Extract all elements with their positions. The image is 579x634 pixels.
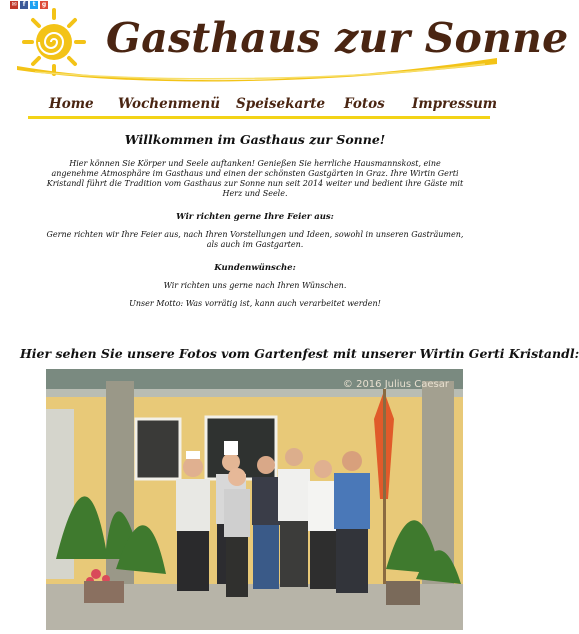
garden-party-photo[interactable] bbox=[46, 369, 463, 630]
gallery-heading: Hier sehen Sie unsere Fotos vom Gartenfest mit unserer Wirtin Gerti Kristandl: bbox=[20, 346, 579, 361]
wishes-text: Wir richten uns gerne nach Ihren Wünschen. bbox=[163, 281, 347, 290]
nav-item-home[interactable]: Home bbox=[49, 96, 94, 112]
twitter-icon[interactable]: t bbox=[30, 1, 38, 9]
party-text: Gerne richten wir Ihre Feier aus, nach Ihren Vorstellungen und Ideen, sowohl in unseren Gasträumen, als auch im Gastgarten. bbox=[46, 230, 464, 249]
google-plus-icon[interactable]: g bbox=[41, 1, 47, 8]
photo-credit: © 2016 Julius Caesar bbox=[342, 379, 449, 390]
photo-illustration bbox=[46, 369, 463, 630]
nav-item-wochenmenu[interactable]: Wochenmenü bbox=[118, 96, 221, 112]
site-title[interactable]: Gasthaus zur Sonne bbox=[106, 14, 569, 62]
main-navigation bbox=[28, 96, 498, 119]
main-content bbox=[46, 132, 464, 309]
motto-text: Unser Motto: Was vorrätig ist, kann auch verarbeitet werden! bbox=[129, 299, 381, 308]
nav-item-speisekarte[interactable]: Speisekarte bbox=[236, 96, 326, 112]
wishes-heading: Kundenwünsche: bbox=[214, 263, 296, 273]
title-swoosh bbox=[15, 52, 500, 86]
facebook-icon[interactable]: f bbox=[20, 1, 28, 9]
party-heading: Wir richten gerne Ihre Feier aus: bbox=[176, 212, 334, 222]
nav-item-fotos[interactable]: Fotos bbox=[344, 96, 385, 112]
welcome-text: Hier können Sie Körper und Seele auftanken! Genießen Sie herrliche Hausmannskost, eine angenehme Atmosphäre im Gasthaus und einen der schönsten Gastgärten in Graz. Ihre Wirtin Gerti Kristandl führt die Tradition vom Gasthaus zur Sonne nun seit 2014 weiter und bedient ihre Gäste mit Herz und Seele. bbox=[46, 159, 464, 198]
nav-item-impressum[interactable]: Impressum bbox=[412, 96, 498, 112]
welcome-heading: Willkommen im Gasthaus zur Sonne! bbox=[124, 132, 386, 147]
email-icon[interactable]: ✉ bbox=[11, 1, 17, 8]
